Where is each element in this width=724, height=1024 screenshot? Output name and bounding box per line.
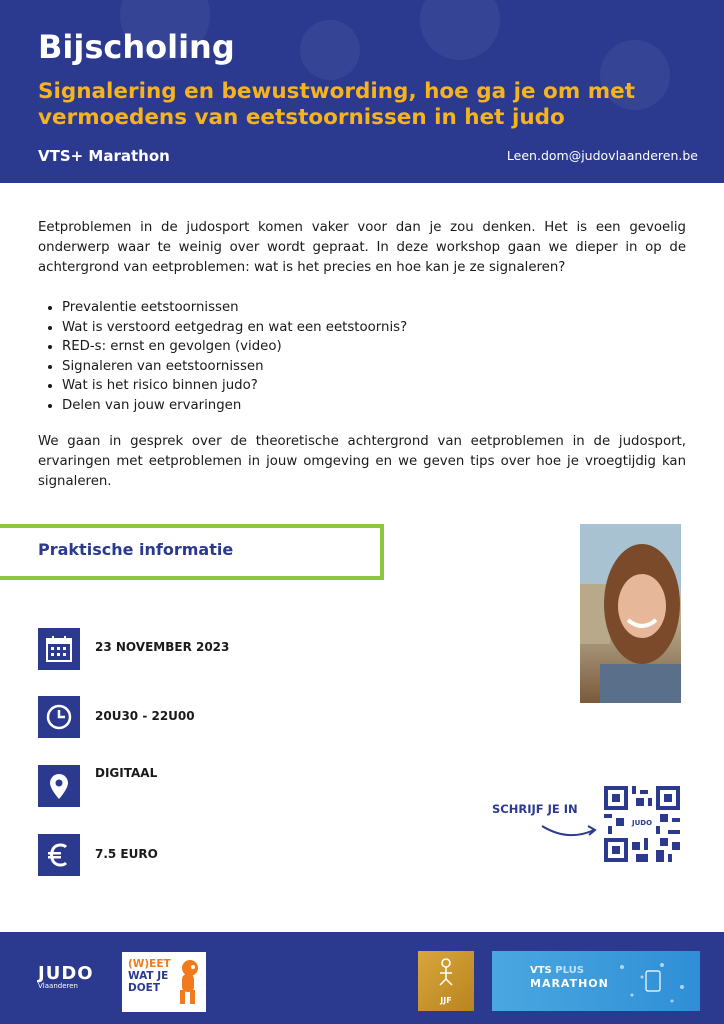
- vts-plus-marathon-logo: [492, 951, 700, 1011]
- judo-vlaanderen-logo: [38, 963, 94, 990]
- weet-line-2: WAT JE: [128, 970, 169, 982]
- event-location: DIGITAAL: [95, 766, 158, 780]
- vts-label: VTS: [530, 965, 552, 976]
- weet-line-3: DOET: [128, 982, 160, 994]
- outro-paragraph: We gaan in gesprek over de theoretische achtergrond van eetproblemen in de judosport, ervaringen met eetproblemen in jouw omgeving en we geven tips over hoe je vroegtijdig kan signaleren.: [38, 434, 686, 489]
- judoka-icon: [418, 951, 474, 991]
- judo-logo-subtext: Vlaanderen: [38, 982, 78, 990]
- event-time: 20U30 - 22U00: [95, 709, 195, 723]
- signup-qr-code[interactable]: [604, 786, 680, 862]
- speaker-portrait-illustration: [580, 524, 681, 703]
- judo-logo-text: JUDO: [38, 963, 94, 984]
- list-item: • Prevalentie eetstoornissen: [62, 298, 407, 318]
- mascot-icon: [172, 958, 202, 1008]
- list-item: • Signaleren van eetstoornissen: [62, 357, 407, 377]
- event-date: 23 NOVEMBER 2023: [95, 640, 230, 654]
- calendar-icon: [38, 628, 80, 670]
- arrow-icon: [540, 818, 600, 840]
- location-pin-icon: [38, 765, 80, 807]
- decor-dots-icon: [612, 957, 696, 1007]
- list-item: • Wat is het risico binnen judo?: [62, 376, 407, 396]
- clock-icon: [38, 696, 80, 738]
- intro-paragraph: Eetproblemen in de judosport komen vaker voor dan je zou denken. Het is een gevoelig onderwerp waar te weinig over wordt gepraat. In deze workshop gaan we dieper in op de achtergrond van eetproblemen: wat is het precies en hoe kan je ze signaleren?: [38, 220, 686, 275]
- page-title: Bijscholing: [38, 28, 235, 66]
- weet-wat-je-doet-logo: [122, 952, 206, 1012]
- list-item: • RED-s: ernst en gevolgen (video): [62, 337, 407, 357]
- page-subtitle: Signalering en bewustwording, hoe ga je om met vermoedens van eetstoornissen in het judo: [38, 79, 635, 130]
- marathon-label: MARATHON: [530, 977, 609, 990]
- speaker-photo: [580, 524, 681, 703]
- jjf-logo: [418, 951, 474, 1011]
- qr-logo-label: JUDO: [630, 814, 654, 832]
- decor-circle: [300, 20, 360, 80]
- euro-icon: [38, 834, 80, 876]
- event-price: 7.5 EURO: [95, 847, 158, 861]
- jjf-label: JJF: [440, 996, 452, 1005]
- vts-plus-label: PLUS: [555, 965, 584, 976]
- info-heading: Praktische informatie: [38, 540, 234, 559]
- contact-email[interactable]: Leen.dom@judovlaanderen.be: [506, 148, 698, 163]
- list-item: • Wat is verstoord eetgedrag en wat een eetstoornis?: [62, 318, 407, 338]
- brand-label: VTS+ Marathon: [38, 147, 170, 165]
- weet-line-1: (W)EET: [128, 958, 171, 970]
- header-banner: [0, 0, 724, 183]
- list-item: • Delen van jouw ervaringen: [62, 396, 407, 416]
- topic-list: [38, 298, 407, 415]
- signup-label: SCHRIJF JE IN: [492, 802, 578, 816]
- decor-circle: [420, 0, 500, 60]
